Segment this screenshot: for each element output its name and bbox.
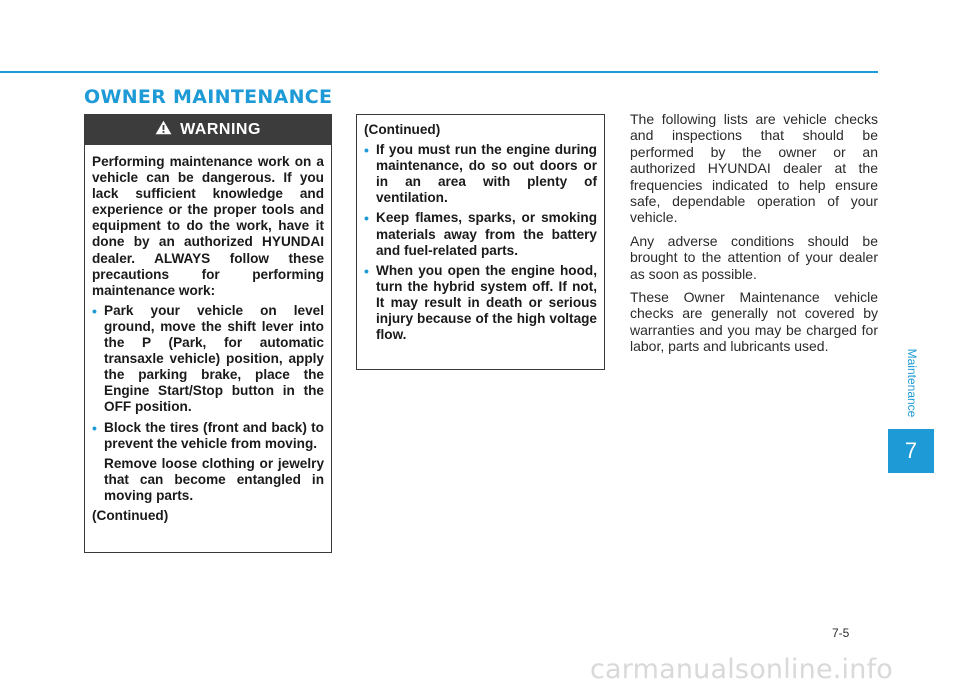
body-paragraph: The following lists are vehicle checks and inspections that should be performed by the owner or an authorized HYUNDAI dealer at the frequencies indicated to help ensure safe, dependable operation of your vehicle. (630, 111, 878, 226)
bullet-icon: • (364, 142, 369, 159)
chapter-tab: 7 (888, 429, 934, 473)
warning-list-left (92, 303, 324, 452)
warning-box-continued (356, 114, 605, 370)
warning-list-mid (364, 142, 597, 343)
continued-label: (Continued) (92, 507, 169, 523)
body-paragraph: Any adverse conditions should be brought to the attention of your dealer as soon as possible. (630, 232, 878, 282)
bullet-icon: • (92, 419, 97, 436)
bullet-icon: • (364, 262, 369, 279)
warning-body-left (85, 145, 331, 524)
section-title: OWNER MAINTENANCE (84, 86, 333, 108)
warning-box-left (84, 114, 332, 553)
warning-triangle-icon (155, 120, 172, 140)
list-item: • Keep flames, sparks, or smoking materials away from the battery and fuel-related parts. (364, 210, 597, 258)
body-text-column (630, 111, 878, 362)
chapter-side-label: Maintenance (905, 348, 919, 418)
warning-header-label: WARNING (180, 121, 261, 138)
list-item: • When you open the engine hood, turn the hybrid system off. If not, It may result in death or serious injury because of the high voltage flow. (364, 262, 597, 343)
warning-body-mid (357, 115, 604, 343)
bullet-icon: • (92, 302, 97, 319)
list-item: • Park your vehicle on level ground, move the shift lever into the P (Park, for automatic transaxle vehicle) position, apply the parking brake, place the Engine Start/Stop button in the OFF position. (92, 302, 324, 415)
watermark: carmanualsonline.info (590, 654, 893, 685)
warning-note: Remove loose clothing or jewelry that can become entangled in moving parts. (104, 455, 324, 503)
list-item: • Block the tires (front and back) to prevent the vehicle from moving. (92, 419, 324, 451)
warning-header (85, 115, 331, 145)
body-paragraph: These Owner Maintenance vehicle checks are generally not covered by warranties and you may be charged for labor, parts and lubricants used. (630, 289, 878, 355)
warning-intro: Performing maintenance work on a vehicle can be dangerous. If you lack sufficient knowledge and experience or the proper tools and equipment to do the work, have it done by an authorized HYUNDAI dealer. ALWAYS follow these precautions for performing maintenance work: (92, 154, 324, 298)
header-rule (0, 71, 878, 73)
page-number: 7-5 (832, 626, 850, 640)
bullet-icon: • (364, 210, 369, 227)
continued-label: (Continued) (364, 122, 441, 137)
list-item: • If you must run the engine during maintenance, do so out doors or in an area with plenty of ventilation. (364, 142, 597, 206)
